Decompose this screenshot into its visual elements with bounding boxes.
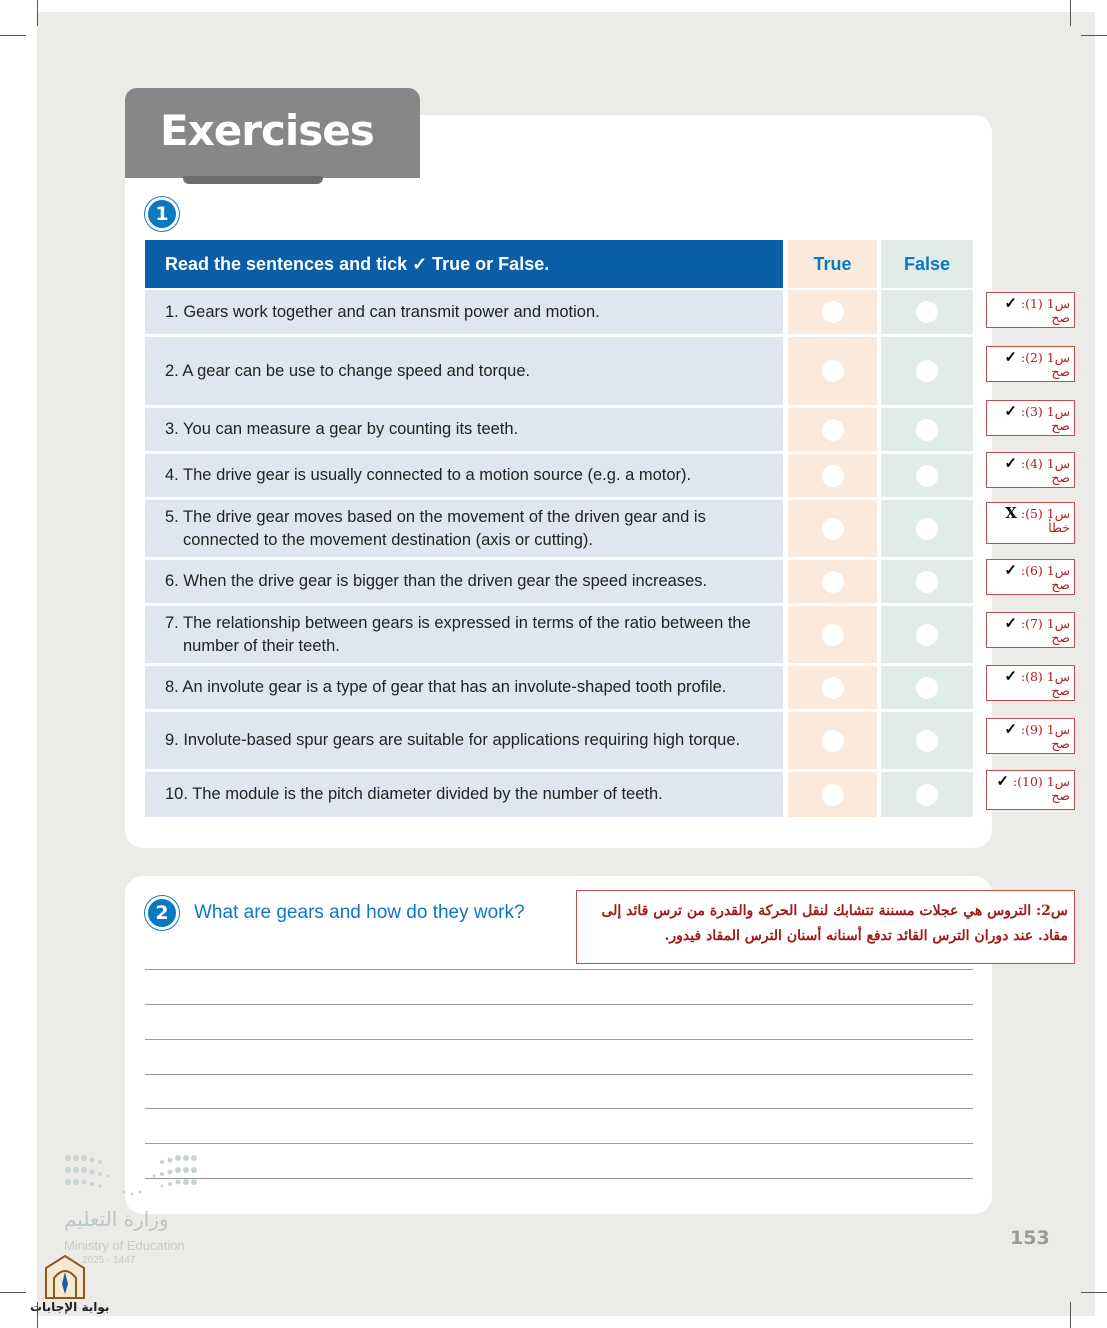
true-radio[interactable] bbox=[822, 784, 844, 806]
true-cell bbox=[788, 454, 877, 497]
ministry-logo-icon bbox=[64, 1152, 204, 1200]
exercise2-question: What are gears and how do they work? bbox=[194, 902, 525, 923]
true-cell bbox=[788, 290, 877, 334]
true-column-header: True bbox=[788, 240, 877, 288]
exercise2-number: 2 bbox=[145, 896, 179, 930]
ministry-year: 2025 - 1447 bbox=[82, 1255, 136, 1266]
crop-mark bbox=[1070, 1302, 1071, 1328]
table-row bbox=[145, 408, 973, 451]
site-name: بوابة الإجابات bbox=[30, 1300, 110, 1314]
answer-box: س1 (10): ✓ صح bbox=[986, 770, 1075, 810]
true-cell bbox=[788, 712, 877, 769]
false-cell bbox=[881, 408, 973, 451]
site-logo-icon bbox=[40, 1254, 90, 1300]
false-radio[interactable] bbox=[916, 677, 938, 699]
table-row bbox=[145, 712, 973, 769]
statement: 5. The drive gear moves based on the movement of the driven gear and is connected to the movement destination (axis or cutting). bbox=[145, 500, 783, 557]
answer-box: س1 (6): ✓ صح bbox=[986, 559, 1075, 595]
table-row bbox=[145, 560, 973, 603]
true-cell bbox=[788, 560, 877, 603]
false-radio[interactable] bbox=[916, 419, 938, 441]
crop-mark bbox=[0, 1292, 26, 1293]
statement: 2. A gear can be use to change speed and torque. bbox=[145, 337, 783, 405]
answer-box: س1 (4): ✓ صح bbox=[986, 452, 1075, 488]
answer-box: س1 (2): ✓ صح bbox=[986, 346, 1075, 382]
false-cell bbox=[881, 772, 973, 817]
false-cell bbox=[881, 560, 973, 603]
writing-line[interactable] bbox=[145, 1178, 973, 1179]
table-row bbox=[145, 290, 973, 334]
false-cell bbox=[881, 712, 973, 769]
crop-mark bbox=[37, 0, 38, 26]
exercise2-answer-box: س2: التروس هي عجلات مسننة تتشابك لنقل الحركة والقدرة من ترس قائد إلى مقاد. عند دوران الترس القائد تدفع أسنانه أسنان الترس المقاد فيدور. bbox=[576, 890, 1075, 964]
true-cell bbox=[788, 666, 877, 709]
page-title: Exercises bbox=[160, 106, 374, 155]
table-row bbox=[145, 666, 973, 709]
true-radio[interactable] bbox=[822, 301, 844, 323]
true-radio[interactable] bbox=[822, 730, 844, 752]
false-cell bbox=[881, 290, 973, 334]
false-radio[interactable] bbox=[916, 301, 938, 323]
true-cell bbox=[788, 772, 877, 817]
statement: 3. You can measure a gear by counting its teeth. bbox=[145, 408, 783, 451]
true-cell bbox=[788, 337, 877, 405]
true-radio[interactable] bbox=[822, 624, 844, 646]
writing-line[interactable] bbox=[145, 969, 973, 970]
answer-box: س1 (9): ✓ صح bbox=[986, 718, 1075, 754]
ministry-name-arabic: وزارة التعليم bbox=[64, 1207, 169, 1231]
instruction-header: Read the sentences and tick ✓ True or False. bbox=[145, 240, 783, 288]
page-number: 153 bbox=[1010, 1227, 1050, 1249]
crop-mark bbox=[1081, 1292, 1107, 1293]
statement: 4. The drive gear is usually connected to a motion source (e.g. a motor). bbox=[145, 454, 783, 497]
statement: 10. The module is the pitch diameter divided by the number of teeth. bbox=[145, 772, 783, 817]
answer-box: س1 (3): ✓ صح bbox=[986, 400, 1075, 436]
writing-line[interactable] bbox=[145, 1108, 973, 1109]
true-radio[interactable] bbox=[822, 571, 844, 593]
false-radio[interactable] bbox=[916, 784, 938, 806]
answer-box: س1 (8): ✓ صح bbox=[986, 665, 1075, 701]
false-radio[interactable] bbox=[916, 518, 938, 540]
true-radio[interactable] bbox=[822, 360, 844, 382]
statement: 9. Involute-based spur gears are suitable for applications requiring high torque. bbox=[145, 712, 783, 769]
table-row bbox=[145, 454, 973, 497]
true-cell bbox=[788, 606, 877, 663]
false-radio[interactable] bbox=[916, 360, 938, 382]
true-cell bbox=[788, 408, 877, 451]
false-radio[interactable] bbox=[916, 465, 938, 487]
crop-mark bbox=[0, 35, 26, 36]
table-row bbox=[145, 337, 973, 405]
false-cell bbox=[881, 337, 973, 405]
false-cell bbox=[881, 500, 973, 557]
true-radio[interactable] bbox=[822, 419, 844, 441]
false-cell bbox=[881, 454, 973, 497]
true-radio[interactable] bbox=[822, 465, 844, 487]
false-radio[interactable] bbox=[916, 624, 938, 646]
table-row bbox=[145, 772, 973, 817]
table-header bbox=[145, 240, 973, 288]
ministry-name-english: Ministry of Education bbox=[64, 1238, 185, 1253]
false-radio[interactable] bbox=[916, 571, 938, 593]
table-row bbox=[145, 500, 973, 557]
answer-box: س1 (1): ✓ صح bbox=[986, 292, 1075, 328]
writing-line[interactable] bbox=[145, 1004, 973, 1005]
writing-line[interactable] bbox=[145, 1039, 973, 1040]
crop-mark bbox=[1070, 0, 1071, 26]
answer-box: س1 (5): X خطأ bbox=[986, 502, 1075, 544]
true-cell bbox=[788, 500, 877, 557]
false-radio[interactable] bbox=[916, 730, 938, 752]
table-row bbox=[145, 606, 973, 663]
statement: 1. Gears work together and can transmit power and motion. bbox=[145, 290, 783, 334]
statement: 6. When the drive gear is bigger than the driven gear the speed increases. bbox=[145, 560, 783, 603]
writing-line[interactable] bbox=[145, 1143, 973, 1144]
writing-line[interactable] bbox=[145, 1074, 973, 1075]
false-cell bbox=[881, 606, 973, 663]
statement: 7. The relationship between gears is expressed in terms of the ratio between the number of their teeth. bbox=[145, 606, 783, 663]
answer-box: س1 (7): ✓ صح bbox=[986, 612, 1075, 648]
false-cell bbox=[881, 666, 973, 709]
false-column-header: False bbox=[881, 240, 973, 288]
crop-mark bbox=[1081, 35, 1107, 36]
true-radio[interactable] bbox=[822, 677, 844, 699]
exercise1-number: 1 bbox=[145, 197, 179, 231]
true-radio[interactable] bbox=[822, 518, 844, 540]
statement: 8. An involute gear is a type of gear that has an involute-shaped tooth profile. bbox=[145, 666, 783, 709]
